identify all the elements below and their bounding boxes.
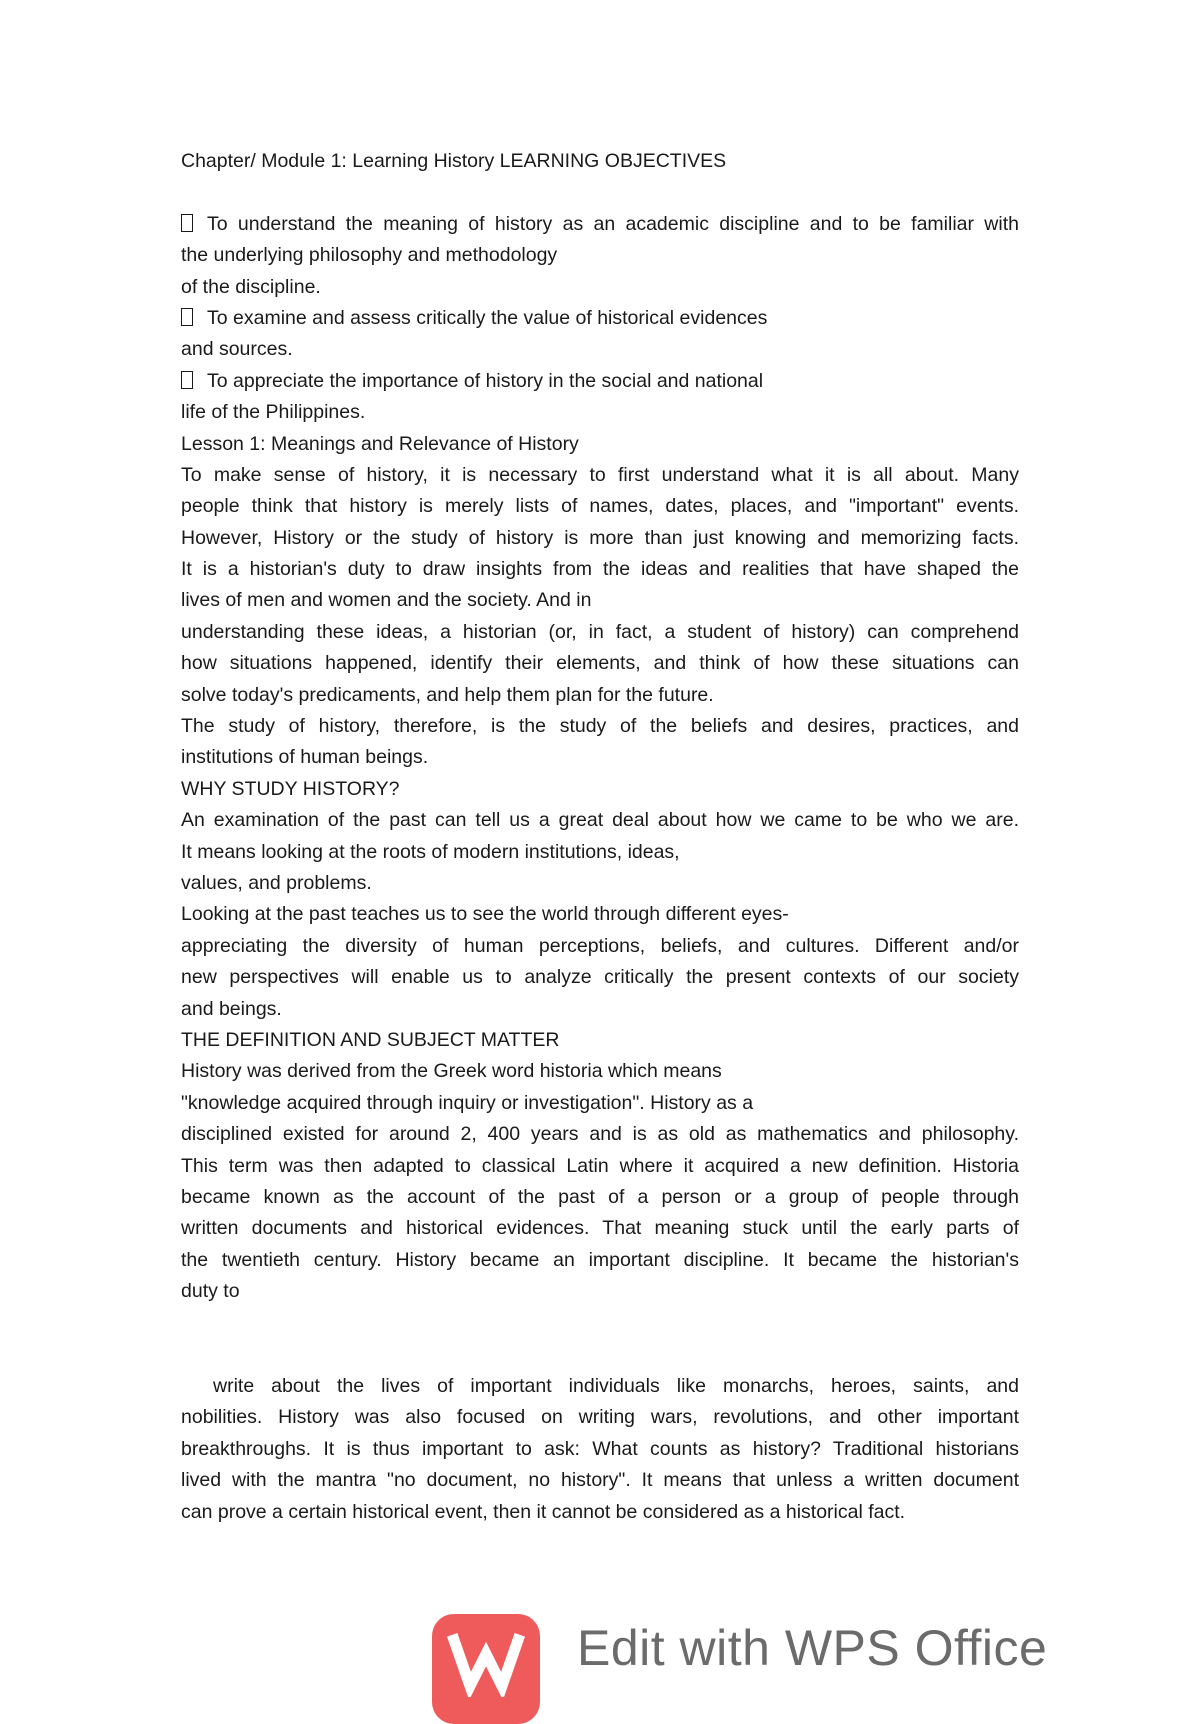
- text-line: History was derived from the Greek word historia which means: [181, 1060, 722, 1083]
- text-line: and beings.: [181, 997, 282, 1020]
- module-heading: Chapter/ Module 1: Learning History LEARNING OBJECTIVES: [181, 150, 727, 172]
- blank-line: [181, 177, 1019, 208]
- text-line: disciplined existed for around 2, 400 years and is as old as mathematics and philosophy.: [181, 1123, 1019, 1146]
- text-line: life of the Philippines.: [181, 401, 366, 424]
- text-line: lived with the mantra "no document, no history". It means that unless a written document: [181, 1469, 1019, 1492]
- wps-watermark: [432, 1614, 1072, 1697]
- text-line: institutions of human beings.: [181, 746, 429, 769]
- text-line: people think that history is merely lists of names, dates, places, and "important" events.: [181, 495, 1019, 518]
- text-line: and sources.: [181, 338, 293, 361]
- text-line: the twentieth century. History became an important discipline. It became the historian's: [181, 1248, 1019, 1271]
- lesson-title: Lesson 1: Meanings and Relevance of History: [181, 432, 579, 455]
- text-line: became known as the account of the past of a person or a group of people through: [181, 1185, 1019, 1208]
- continuation-text-block: [181, 1371, 1019, 1528]
- wps-logo-icon: [432, 1614, 540, 1724]
- text-line: To make sense of history, it is necessary to first understand what it is all about. Many: [181, 463, 1019, 486]
- text-line: lives of men and women and the society. And in: [181, 589, 592, 612]
- text-line: values, and problems.: [181, 871, 372, 894]
- objective-line: To understand the meaning of history as an academic discipline and to be familiar with: [181, 209, 1019, 240]
- bullet-icon: [181, 308, 193, 326]
- main-text-block: [181, 146, 1019, 1307]
- text-line: This term was then adapted to classical Latin where it acquired a new definition. Historia: [181, 1154, 1019, 1177]
- text-line: written documents and historical evidences. That meaning stuck until the early parts of: [181, 1217, 1019, 1240]
- section-heading: WHY STUDY HISTORY?: [181, 777, 400, 800]
- bullet-icon: [181, 214, 193, 232]
- text-line: Looking at the past teaches us to see the world through different eyes-: [181, 903, 789, 926]
- text-line: how situations happened, identify their elements, and think of how these situations can: [181, 652, 1019, 675]
- text-line: "knowledge acquired through inquiry or investigation". History as a: [181, 1091, 754, 1114]
- text-line: It is a historian's duty to draw insights from the ideas and realities that have shaped the: [181, 558, 1019, 581]
- watermark-text: Edit with WPS Office: [577, 1620, 1048, 1676]
- text-line: new perspectives will enable us to analyze critically the present contexts of our society: [181, 966, 1019, 989]
- text-line: understanding these ideas, a historian (or, in fact, a student of history) can comprehend: [181, 620, 1019, 643]
- text-line: appreciating the diversity of human perceptions, beliefs, and cultures. Different and/or: [181, 934, 1019, 957]
- objective-line: To examine and assess critically the value of historical evidences: [181, 303, 1019, 334]
- text-line: the underlying philosophy and methodology: [181, 244, 558, 267]
- bullet-icon: [181, 371, 193, 389]
- text-line: of the discipline.: [181, 275, 321, 298]
- text-line: It means looking at the roots of modern institutions, ideas,: [181, 840, 680, 863]
- text-line: The study of history, therefore, is the study of the beliefs and desires, practices, and: [181, 715, 1019, 738]
- text-line: breakthroughs. It is thus important to ask: What counts as history? Traditional historians: [181, 1437, 1019, 1460]
- section-heading: THE DEFINITION AND SUBJECT MATTER: [181, 1028, 560, 1051]
- objective-line: To appreciate the importance of history in the social and national: [181, 366, 1019, 397]
- text-line: can prove a certain historical event, then it cannot be considered as a historical fact.: [181, 1500, 906, 1523]
- text-line: write about the lives of important individuals like monarchs, heroes, saints, and: [213, 1375, 1019, 1397]
- text-line: duty to: [181, 1280, 240, 1303]
- text-line: An examination of the past can tell us a great deal about how we came to be who we are.: [181, 809, 1019, 832]
- text-line: solve today's predicaments, and help them plan for the future.: [181, 683, 714, 706]
- text-line: nobilities. History was also focused on writing wars, revolutions, and other important: [181, 1406, 1019, 1429]
- text-line: However, History or the study of history is more than just knowing and memorizing facts.: [181, 526, 1019, 549]
